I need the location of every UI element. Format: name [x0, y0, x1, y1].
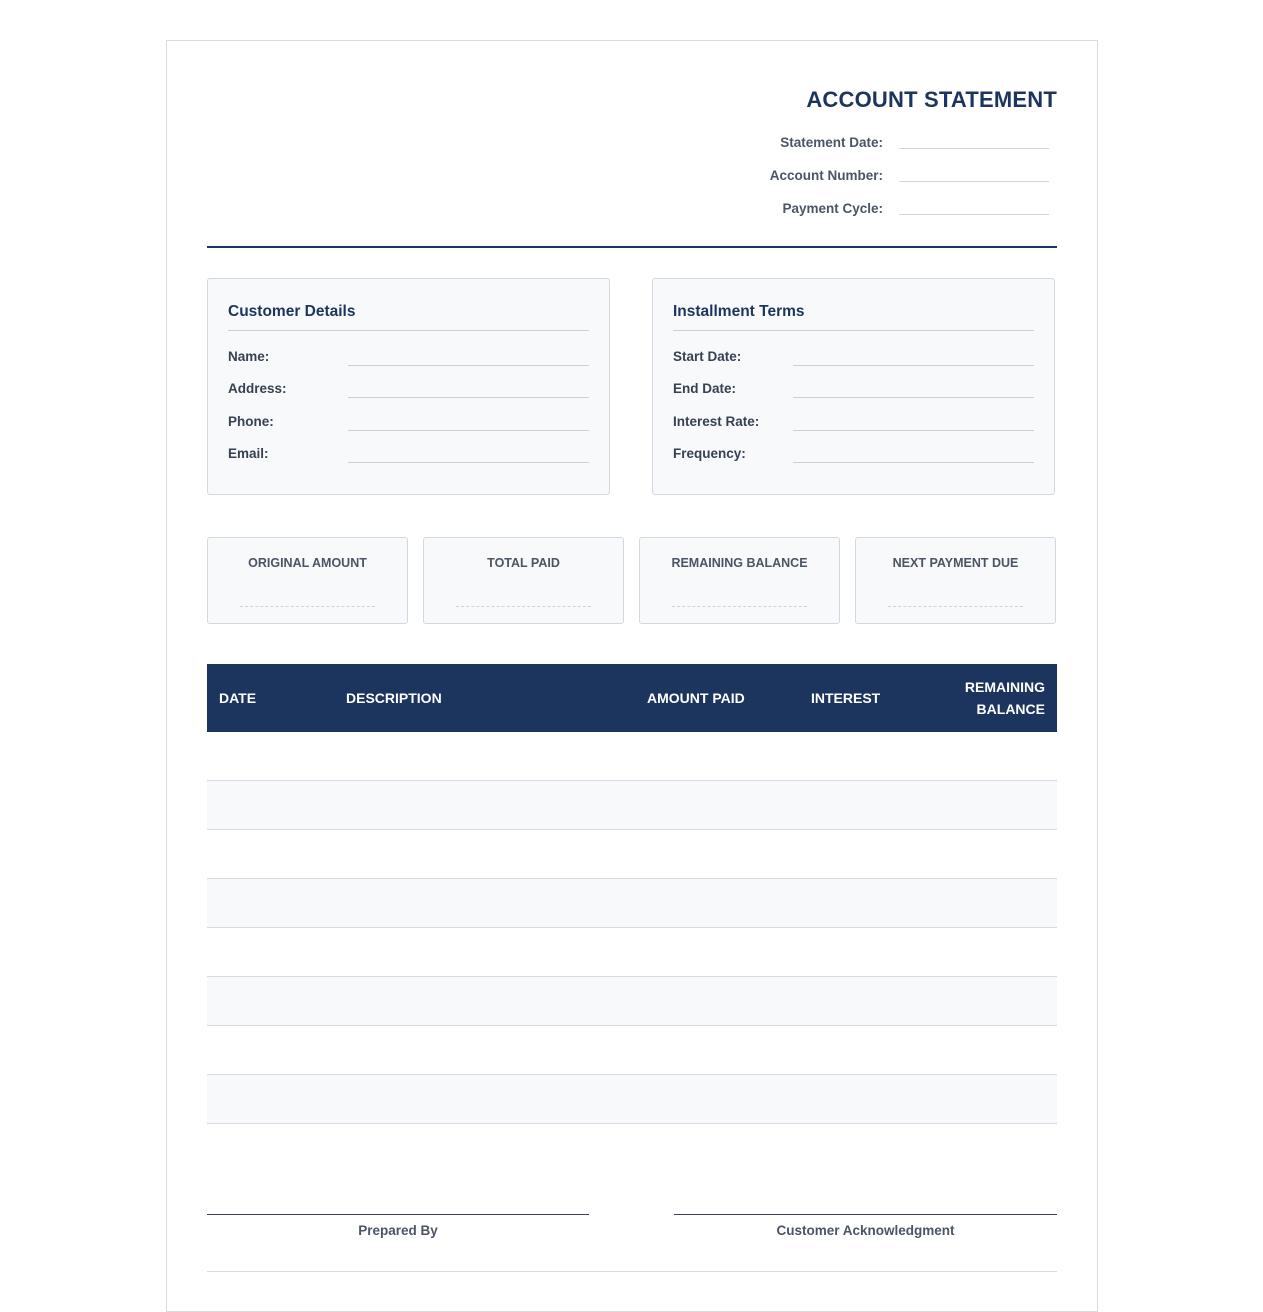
table-row[interactable]	[207, 879, 1057, 928]
interest-rate-label: Interest Rate:	[673, 414, 760, 429]
remaining-balance-field[interactable]	[672, 606, 807, 607]
end-date-field[interactable]	[793, 397, 1034, 398]
total-paid-label: TOTAL PAID	[487, 556, 560, 570]
payment-cycle-field[interactable]	[899, 214, 1049, 215]
next-payment-due-field[interactable]	[888, 606, 1023, 607]
payment-cycle-row	[729, 201, 1049, 221]
table-row[interactable]	[207, 732, 1057, 781]
table-row[interactable]	[207, 781, 1057, 830]
statement-date-row	[729, 135, 1049, 155]
phone-label: Phone:	[228, 414, 274, 429]
next-payment-due-card	[855, 537, 1056, 624]
address-field[interactable]	[348, 397, 589, 398]
frequency-field[interactable]	[793, 462, 1034, 463]
customer-acknowledgment-signature-line[interactable]	[674, 1214, 1057, 1215]
document-title: ACCOUNT STATEMENT	[806, 87, 1057, 112]
email-field[interactable]	[348, 462, 589, 463]
total-paid-field[interactable]	[456, 606, 591, 607]
account-number-row	[729, 168, 1049, 188]
interest-rate-field[interactable]	[793, 430, 1034, 431]
start-date-label: Start Date:	[673, 349, 742, 364]
column-remaining: REMAINING	[964, 679, 1045, 695]
customer-phone-row	[228, 414, 589, 436]
panel-divider	[228, 330, 589, 331]
column-balance: BALANCE	[976, 701, 1045, 717]
name-field[interactable]	[348, 365, 589, 366]
customer-email-row	[228, 446, 589, 468]
frequency-label: Frequency:	[673, 446, 746, 461]
payment-table-header	[207, 664, 1057, 732]
total-paid-card	[423, 537, 624, 624]
installment-terms-panel	[652, 278, 1055, 495]
start-date-field[interactable]	[793, 365, 1034, 366]
original-amount-field[interactable]	[240, 606, 375, 607]
frequency-row	[673, 446, 1034, 468]
installment-terms-title: Installment Terms	[673, 303, 805, 320]
payment-cycle-label: Payment Cycle:	[782, 201, 883, 216]
column-date: DATE	[219, 690, 257, 706]
remaining-balance-card	[639, 537, 840, 624]
account-number-field[interactable]	[899, 181, 1049, 182]
interest-rate-row	[673, 414, 1034, 436]
table-row[interactable]	[207, 977, 1057, 1026]
customer-address-row	[228, 381, 589, 403]
customer-details-title: Customer Details	[228, 303, 356, 320]
table-row[interactable]	[207, 1075, 1057, 1124]
account-number-label: Account Number:	[769, 168, 883, 183]
customer-acknowledgment-label: Customer Acknowledgment	[776, 1223, 955, 1238]
email-label: Email:	[228, 446, 269, 461]
statement-date-field[interactable]	[899, 148, 1049, 149]
customer-details-panel	[207, 278, 610, 495]
original-amount-label: ORIGINAL AMOUNT	[248, 556, 367, 570]
table-row[interactable]	[207, 1026, 1057, 1075]
original-amount-card	[207, 537, 408, 624]
statement-page	[166, 40, 1098, 1312]
phone-field[interactable]	[348, 430, 589, 431]
prepared-by-signature-line[interactable]	[207, 1214, 589, 1215]
address-label: Address:	[228, 381, 287, 396]
customer-name-row	[228, 349, 589, 371]
prepared-by-label: Prepared By	[358, 1223, 438, 1238]
remaining-balance-label: REMAINING BALANCE	[671, 556, 808, 570]
column-amount-paid: AMOUNT PAID	[647, 690, 745, 706]
end-date-row	[673, 381, 1034, 403]
table-row[interactable]	[207, 928, 1057, 977]
name-label: Name:	[228, 349, 270, 364]
table-row[interactable]	[207, 830, 1057, 879]
next-payment-due-label: NEXT PAYMENT DUE	[892, 556, 1019, 570]
column-description: DESCRIPTION	[346, 690, 442, 706]
header-divider	[207, 246, 1057, 248]
column-interest: INTEREST	[811, 690, 881, 706]
panel-divider	[673, 330, 1034, 331]
end-date-label: End Date:	[673, 381, 737, 396]
footer-divider	[207, 1271, 1057, 1272]
statement-date-label: Statement Date:	[780, 135, 883, 150]
start-date-row	[673, 349, 1034, 371]
payment-table-body	[207, 732, 1057, 1124]
